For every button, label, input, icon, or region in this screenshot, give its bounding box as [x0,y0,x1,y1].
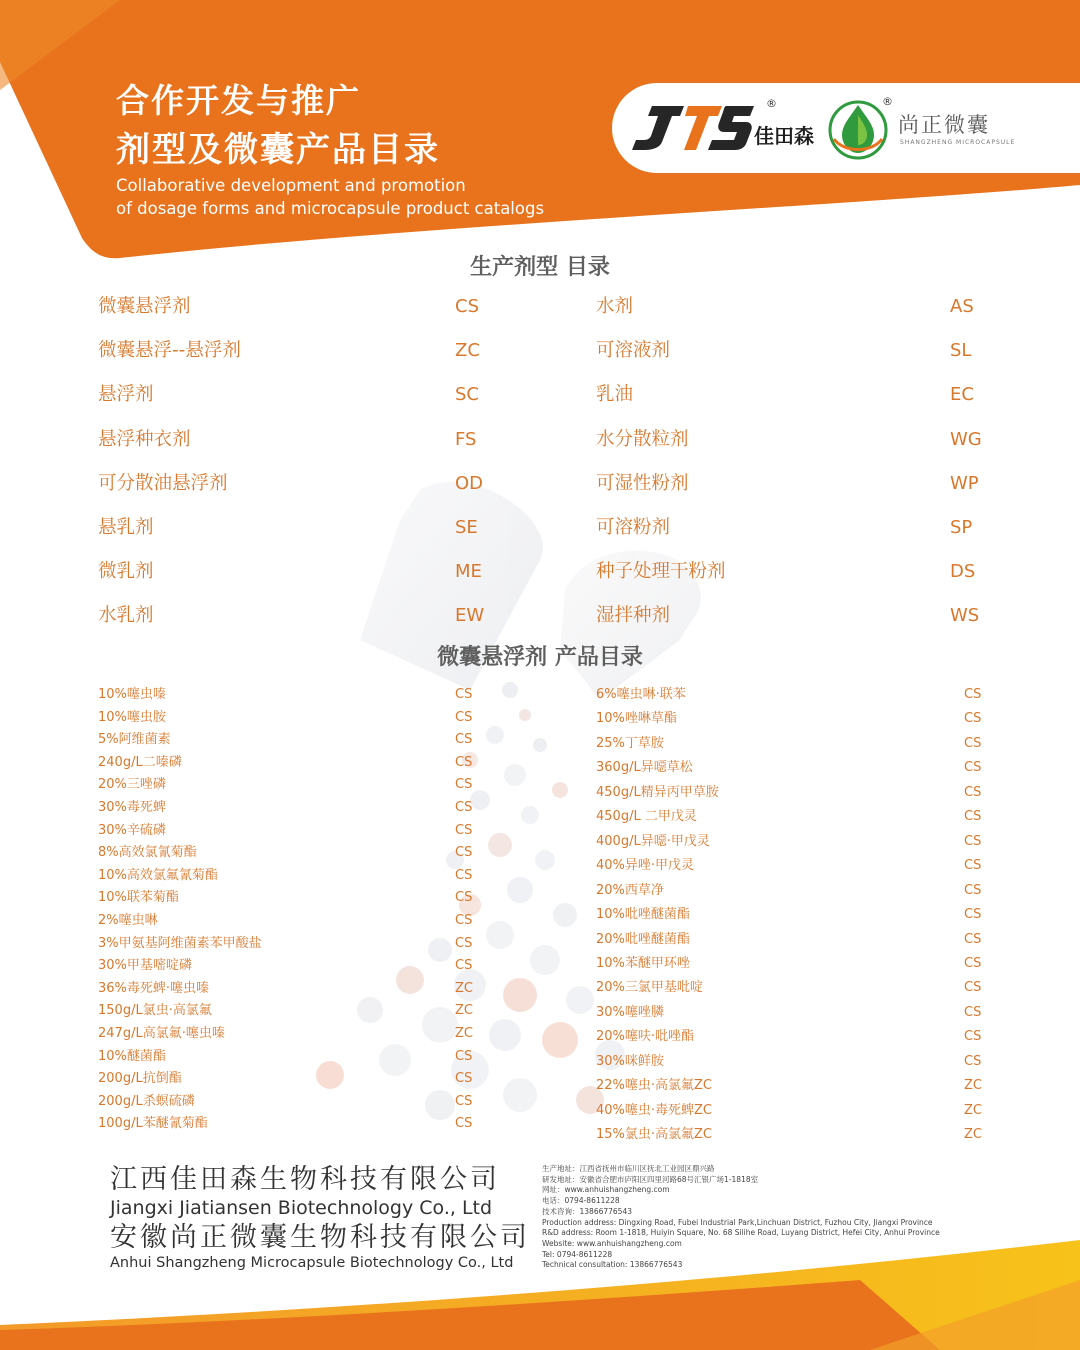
contact-info-line: Technical consultation: 13866776543 [542,1260,683,1270]
product-code: CS [455,754,473,770]
product-code: CS [964,955,982,971]
product-name: 10%醚菌酯 [98,1048,166,1064]
product-name: 247g/L高氯氟·噻虫嗪 [98,1026,225,1041]
product-name: 100g/L苯醚氰菊酯 [98,1116,208,1132]
dosage-form-name: 可湿性粉剂 [596,472,689,494]
product-code: CS [964,1004,982,1020]
product-name: 40%异唑·甲戊灵 [596,858,695,874]
product-code: ZC [964,1102,982,1118]
footer-orange-band [0,1280,940,1350]
product-code: CS [455,800,473,815]
product-name: 200g/L杀螟硫磷 [98,1093,195,1109]
jts-registered-mark: ® [766,97,777,110]
product-name: 30%毒死蜱 [98,800,166,815]
page-subtitle-line2: of dosage forms and microcapsule product catalogs [116,199,545,218]
product-code: CS [455,1093,473,1109]
product-name: 30%辛硫磷 [98,822,166,838]
contact-info-line: Tel: 0794-8611228 [542,1249,613,1259]
product-name: 10%高效氯氟氰菊酯 [98,867,218,883]
product-code: CS [455,732,473,748]
product-name: 22%噻虫·高氯氟ZC [596,1078,713,1094]
product-name: 450g/L精异丙甲草胺 [596,784,719,800]
dosage-form-code: SE [455,517,478,538]
product-code: CS [455,777,473,793]
dosage-form-code: EW [455,605,485,627]
product-name: 15%氯虫·高氯氟ZC [596,1127,713,1143]
dosage-form-name: 水剂 [596,296,634,317]
product-code: CS [964,980,982,996]
page-subtitle-line1: Collaborative development and promotion [116,176,466,195]
product-code: CS [964,882,982,898]
dosage-form-code: SC [455,384,479,406]
company1-name-en: Jiangxi Jiatiansen Biotechnology Co., Ltd [110,1197,493,1219]
product-code: ZC [455,980,473,996]
product-code: CS [455,709,473,725]
product-code: CS [455,867,473,883]
contact-info-line: 电话：0794-8611228 [542,1196,620,1206]
product-name: 10%联苯菊酯 [98,890,179,906]
sz-logo-text: 尚正微囊 [898,113,990,137]
product-code: CS [964,809,982,825]
dosage-form-name: 水分散粒剂 [596,428,689,450]
product-code: CS [964,784,982,800]
product-name: 2%噻虫啉 [98,913,158,928]
dosage-form-name: 悬浮种衣剂 [98,428,191,450]
product-name: 5%阿维菌素 [98,732,171,748]
dosage-form-code: ZC [455,340,480,362]
dosage-form-code: EC [950,384,974,406]
product-code: CS [964,1053,982,1069]
product-code: CS [455,913,473,928]
dosage-form-name: 可分散油悬浮剂 [98,472,228,494]
dosage-form-code: WP [950,472,979,494]
dosage-form-name: 水乳剂 [98,605,154,627]
product-name: 10%苯醚甲环唑 [596,955,690,971]
product-name: 200g/L抗倒酯 [98,1071,182,1087]
product-code: ZC [964,1127,982,1143]
contact-info-line: 网址：www.anhuishangzheng.com [542,1185,670,1195]
dosage-form-name: 可溶粉剂 [596,517,671,538]
product-code: CS [455,935,473,951]
product-name: 40%噻虫·毒死蜱ZC [596,1102,713,1118]
dosage-form-code: AS [950,296,974,317]
product-name: 30%咪鲜胺 [596,1053,664,1069]
contact-info-line: R&D address: Room 1-1818, Huiyin Square, No. 68 Silihe Road, Luyang District, Hefei City, Anhui Province [542,1228,940,1238]
product-code: CS [455,687,473,702]
product-name: 360g/L异噁草松 [596,760,693,776]
product-code: CS [455,1048,473,1064]
product-code: CS [455,845,473,861]
product-name: 8%高效氯氰菊酯 [98,845,197,861]
product-code: CS [964,833,982,849]
page-title-line2: 剂型及微囊产品目录 [116,130,440,170]
product-code: CS [455,1116,473,1132]
product-name: 450g/L 二甲戊灵 [596,809,697,825]
product-code: CS [964,907,982,923]
company1-name-cn: 江西佳田森生物科技有限公司 [110,1164,500,1195]
product-name: 20%三氯甲基吡啶 [596,980,703,996]
contact-info-line: 研发地址：安徽省合肥市庐阳区四里河路68号汇银广场1-1818室 [542,1174,759,1184]
dosage-form-code: ME [455,561,482,583]
product-name: 20%吡唑醚菌酯 [596,931,690,947]
product-code: CS [455,822,473,838]
dosage-form-name: 乳油 [596,384,634,406]
dosage-form-name: 湿拌种剂 [596,605,671,627]
product-name: 150g/L氯虫·高氯氟 [98,1003,212,1019]
dosage-form-name: 悬乳剂 [98,517,154,538]
sz-logo-subtext: SHANGZHENG MICROCAPSULE [900,139,1016,146]
dosage-form-name: 可溶液剂 [596,340,671,362]
product-code: CS [964,1029,982,1045]
contact-info-line: Website: www.anhuishangzheng.com [542,1238,682,1248]
product-name: 400g/L异噁·甲戊灵 [596,833,710,849]
product-code: CS [964,931,982,947]
contact-info-line: 生产地址：江西省抚州市临川区抚北工业园区鼎兴路 [542,1164,715,1173]
dosage-form-code: CS [455,296,479,317]
product-name: 25%丁草胺 [596,735,664,751]
product-code: CS [455,890,473,906]
company2-name-en: Anhui Shangzheng Microcapsule Biotechnology Co., Ltd [110,1255,514,1271]
product-code: CS [455,958,473,974]
contact-info-line: 技术咨询：13866776543 [542,1206,632,1216]
product-name: 20%噻呋·吡唑酯 [596,1029,695,1045]
dosage-form-name: 微囊悬浮--悬浮剂 [98,340,241,362]
product-name: 3%甲氨基阿维菌素苯甲酸盐 [98,935,262,951]
sz-registered-mark: ® [882,95,893,108]
product-code: CS [964,760,982,776]
product-name: 36%毒死蜱·噻虫嗪 [98,980,210,996]
product-name: 10%唑啉草酯 [596,711,677,727]
dosage-form-code: SL [950,340,972,362]
page-title-line1: 合作开发与推广 [116,81,361,120]
product-code: ZC [455,1003,473,1019]
dosage-form-name: 悬浮剂 [98,384,154,406]
dosage-section-heading: 生产剂型 目录 [470,255,610,280]
contact-info-line: Production address: Dingxing Road, Fubei Industrial Park,Linchuan District, Fuzhou City, Jiangxi Province [542,1217,933,1227]
product-code: CS [964,711,982,727]
product-code: ZC [964,1078,982,1094]
dosage-form-code: OD [455,472,484,494]
dosage-form-code: FS [455,428,477,450]
product-code: CS [964,735,982,751]
product-name: 20%西草净 [596,882,664,898]
company2-name-cn: 安徽尚正微囊生物科技有限公司 [110,1222,530,1253]
product-name: 240g/L二嗪磷 [98,754,182,770]
product-name: 30%噻唑膦 [596,1004,664,1020]
product-section-heading: 微囊悬浮剂 产品目录 [437,645,643,670]
product-code: CS [964,858,982,874]
dosage-form-name: 种子处理干粉剂 [596,561,726,583]
product-name: 30%甲基嘧啶磷 [98,958,192,974]
dosage-form-name: 微乳剂 [98,561,154,583]
product-name: 10%吡唑醚菌酯 [596,907,690,923]
jts-logo-text: 佳田森 [754,124,814,148]
product-code: CS [455,1071,473,1087]
dosage-form-code: WG [950,428,982,450]
product-name: 10%噻虫胺 [98,709,166,725]
product-name: 6%噻虫啉·联苯 [596,687,686,702]
jts-logo-icon [630,100,755,152]
shangzheng-logo-icon [826,99,890,161]
product-name: 20%三唑磷 [98,777,166,793]
dosage-form-code: WS [950,605,980,627]
product-code: ZC [455,1026,473,1041]
dosage-form-code: DS [950,561,976,583]
dosage-form-name: 微囊悬浮剂 [98,296,191,317]
product-code: CS [964,687,982,702]
dosage-form-code: SP [950,517,973,538]
product-name: 10%噻虫嗪 [98,687,166,702]
